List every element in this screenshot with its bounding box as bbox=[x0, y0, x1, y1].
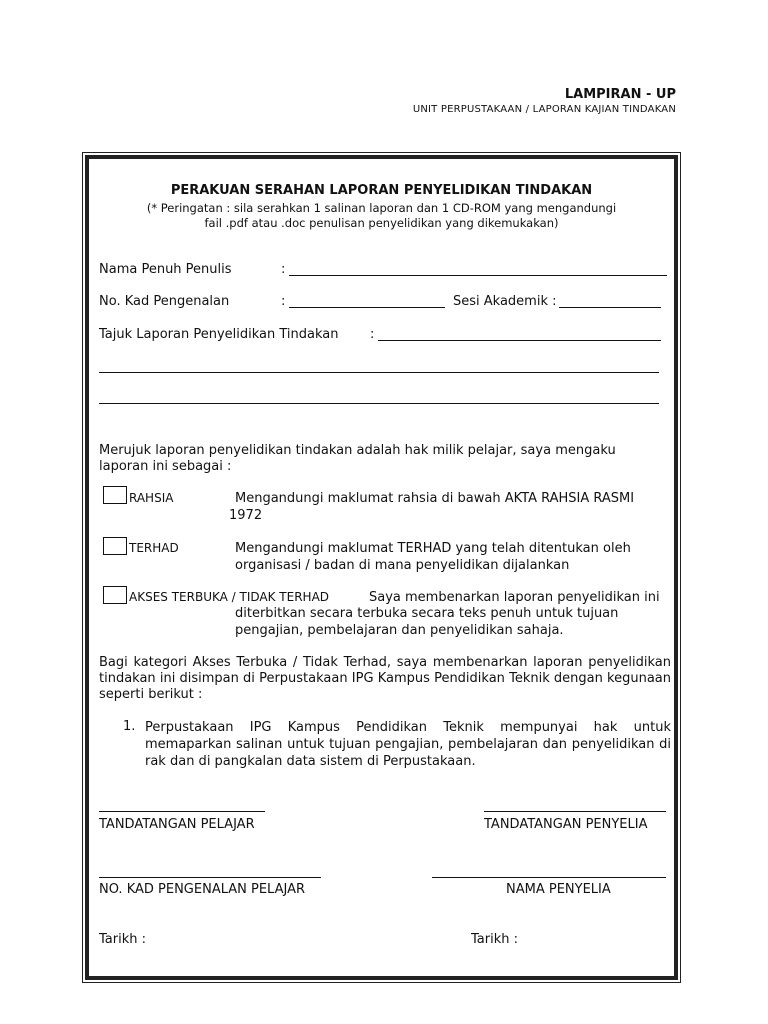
option-terhad-desc: Mengandungi maklumat TERHAD yang telah ditentukan oleh bbox=[235, 541, 631, 556]
session-field[interactable] bbox=[559, 307, 661, 308]
ic-number-label: No. Kad Pengenalan bbox=[99, 294, 230, 309]
report-title-field[interactable] bbox=[378, 340, 661, 341]
list-item-text: Perpustakaan IPG Kampus Pendidikan Teknik mempunyai hak untuk memaparkan salinan untuk tujuan pengajian, pembelajaran dan penyelidikan di rak dan di pangkalan data sistem di Perpustakaan. bbox=[145, 720, 671, 769]
report-title-field-line-2[interactable] bbox=[99, 372, 659, 373]
option-open-access-label: AKSES TERBUKA / TIDAK TERHAD bbox=[129, 590, 330, 604]
option-open-access-desc: Saya membenarkan laporan penyelidikan ini bbox=[369, 590, 660, 605]
full-name-label: Nama Penuh Penulis bbox=[99, 262, 232, 277]
student-ic-line[interactable] bbox=[99, 877, 321, 878]
declaration-intro: Merujuk laporan penyelidikan tindakan adalah hak milik pelajar, saya mengaku laporan ini sebagai : bbox=[99, 443, 616, 474]
option-rahsia-desc-2: 1972 bbox=[229, 508, 263, 523]
full-name-field[interactable] bbox=[289, 275, 667, 276]
option-rahsia-desc: Mengandungi maklumat rahsia di bawah AKTA RAHSIA RASMI bbox=[235, 491, 635, 506]
unit-label: UNIT PERPUSTAKAAN / LAPORAN KAJIAN TINDAKAN bbox=[412, 104, 676, 115]
supervisor-date-label: Tarikh : bbox=[471, 932, 518, 947]
option-terhad-checkbox[interactable] bbox=[103, 537, 127, 555]
declaration-form bbox=[85, 155, 678, 980]
supervisor-name-line[interactable] bbox=[432, 877, 666, 878]
warning-line-2: fail .pdf atau .doc penulisan penyelidikan yang dikemukakan) bbox=[204, 216, 559, 230]
option-open-access-checkbox[interactable] bbox=[103, 586, 127, 604]
student-ic-label: NO. KAD PENGENALAN PELAJAR bbox=[99, 882, 306, 897]
option-terhad-desc-2: organisasi / badan di mana penyelidikan dijalankan bbox=[235, 558, 570, 573]
open-access-paragraph: Bagi kategori Akses Terbuka / Tidak Terhad, saya membenarkan laporan penyelidikan tindakan ini disimpan di Perpustakaan IPG Kampus Pendidikan Teknik dengan kegunaan seperti berikut : bbox=[99, 655, 671, 702]
option-rahsia-label: RAHSIA bbox=[129, 491, 174, 505]
option-rahsia-checkbox[interactable] bbox=[103, 486, 127, 504]
supervisor-signature-line[interactable] bbox=[484, 811, 666, 812]
student-date-label: Tarikh : bbox=[99, 932, 146, 947]
warning-line-1: (* Peringatan : sila serahkan 1 salinan laporan dan 1 CD-ROM yang mengandungi bbox=[146, 201, 617, 215]
option-terhad-label: TERHAD bbox=[129, 541, 179, 555]
report-title-field-line-3[interactable] bbox=[99, 403, 659, 404]
list-item-number: 1. bbox=[123, 719, 136, 734]
report-title-colon: : bbox=[370, 327, 375, 342]
supervisor-name-label: NAMA PENYELIA bbox=[506, 882, 611, 897]
report-title-label: Tajuk Laporan Penyelidikan Tindakan bbox=[99, 327, 339, 342]
student-signature-line[interactable] bbox=[99, 811, 265, 812]
annex-label: LAMPIRAN - UP bbox=[564, 87, 676, 102]
option-open-access-desc-3: pengajian, pembelajaran dan penyelidikan sahaja. bbox=[235, 623, 564, 638]
supervisor-signature-label: TANDATANGAN PENYELIA bbox=[484, 817, 648, 832]
ic-number-colon: : bbox=[281, 294, 286, 309]
ic-number-field[interactable] bbox=[289, 307, 445, 308]
option-open-access-desc-2: diterbitkan secara terbuka secara teks penuh untuk tujuan bbox=[235, 606, 619, 621]
full-name-colon: : bbox=[281, 262, 286, 277]
form-title: PERAKUAN SERAHAN LAPORAN PENYELIDIKAN TINDAKAN bbox=[170, 183, 593, 198]
student-signature-label: TANDATANGAN PELAJAR bbox=[99, 817, 255, 832]
session-label: Sesi Akademik : bbox=[453, 294, 557, 309]
